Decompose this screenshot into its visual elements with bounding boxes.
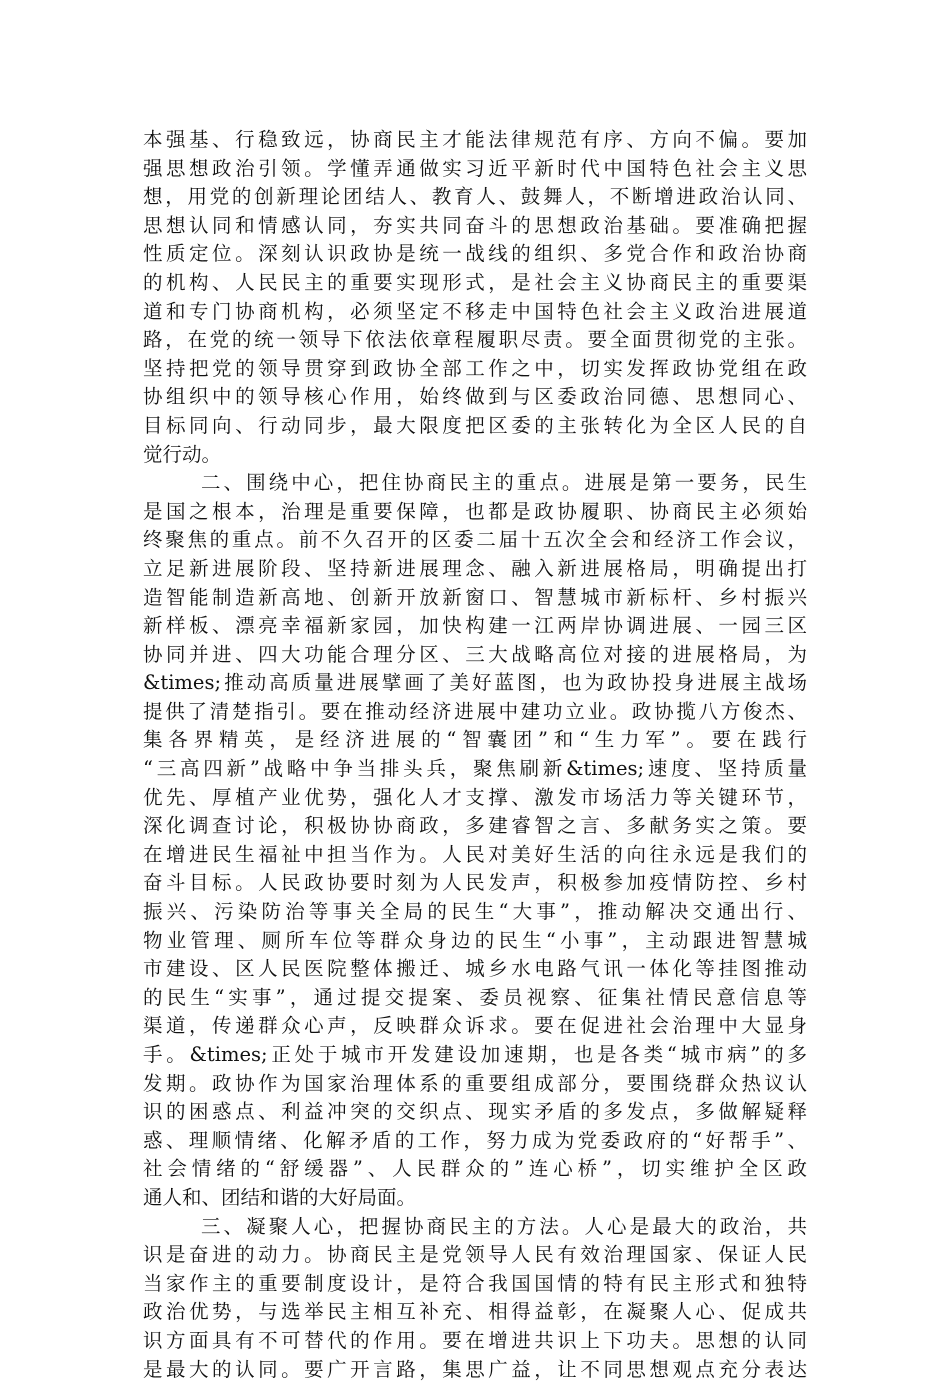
text-line: 识是奋进的动力。协商民主是党领导人民有效治理国家、保证人民 — [143, 1243, 807, 1267]
text-line: 目标同向、行动同步，最大限度把区委的主张转化为全区人民的自 — [143, 413, 807, 437]
text-line: 的机构、人民民主的重要实现形式，是社会主义协商民主的重要渠 — [143, 270, 807, 294]
text-line: 奋斗目标。人民政协要时刻为人民发声，积极参加疫情防控、乡村 — [143, 871, 807, 895]
text-line: 是最大的认同。要广开言路，集思广益，让不同思想观点充分表达 — [143, 1357, 807, 1381]
text-line: 市建设、区人民医院整体搬迁、城乡水电路气讯一体化等挂图推动 — [143, 957, 807, 981]
text-line: 识方面具有不可替代的作用。要在增进共识上下功夫。思想的认同 — [143, 1328, 807, 1352]
text-line: 思想认同和情感认同，夯实共同奋斗的思想政治基础。要准确把握 — [143, 213, 807, 237]
text-line: 政治优势，与选举民主相互补充、相得益彰，在凝聚人心、促成共 — [143, 1300, 807, 1324]
text-line: 协同并进、四大功能合理分区、三大战略高位对接的进展格局，为 — [143, 642, 807, 666]
text-line: 优先、厚植产业优势，强化人才支撑、激发市场活力等关键环节， — [143, 785, 807, 809]
paragraph-first-line: 三、凝聚人心，把握协商民主的方法。人心是最大的政治，共 — [201, 1214, 807, 1238]
text-line: 道和专门协商机构，必须坚定不移走中国特色社会主义政治进展道 — [143, 299, 807, 323]
text-line: 社会情绪的“舒缓器”、人民群众的”连心桥”，切实维护全区政 — [143, 1157, 807, 1181]
text-line: 集各界精英，是经济进展的“智囊团”和“生力军”。要在践行 — [143, 728, 807, 752]
text-line: &times;推动高质量进展擘画了美好蓝图，也为政协投身进展主战场 — [143, 671, 807, 695]
text-line: 惑、理顺情绪、化解矛盾的工作，努力成为党委政府的“好帮手”、 — [143, 1128, 807, 1152]
text-line: 觉行动。 — [143, 442, 222, 466]
document-body — [143, 126, 807, 1384]
text-line: 深化调查讨论，积极协协商政，多建睿智之言、多献务实之策。要 — [143, 814, 807, 838]
text-line: 物业管理、厕所车位等群众身边的民生“小事”，主动跟进智慧城 — [143, 928, 807, 952]
text-line: “三高四新”战略中争当排头兵，聚焦刷新&times;速度、坚持质量 — [143, 757, 807, 781]
text-line: 性质定位。深刻认识政协是统一战线的组织、多党合作和政治协商 — [143, 242, 807, 266]
text-line: 终聚焦的重点。前不久召开的区委二届十五次全会和经济工作会议， — [143, 528, 807, 552]
text-line: 协组织中的领导核心作用，始终做到与区委政治同德、思想同心、 — [143, 385, 807, 409]
text-line: 本强基、行稳致远，协商民主才能法律规范有序、方向不偏。要加 — [143, 128, 807, 151]
text-line: 手。&times;正处于城市开发建设加速期，也是各类“城市病”的多 — [143, 1043, 807, 1066]
text-line: 的民生“实事”，通过提交提案、委员视察、征集社情民意信息等 — [143, 985, 807, 1009]
paragraph-first-line: 二、围绕中心，把住协商民主的重点。进展是第一要务，民生 — [201, 471, 807, 495]
text-line: 振兴、污染防治等事关全局的民生“大事”，推动解决交通出行、 — [143, 900, 807, 924]
text-line: 想，用党的创新理论团结人、教育人、鼓舞人，不断增进政治认同、 — [143, 185, 807, 209]
text-line: 当家作主的重要制度设计，是符合我国国情的特有民主形式和独特 — [143, 1271, 807, 1295]
text-line: 新样板、漂亮幸福新家园，加快构建一江两岸协调进展、一园三区 — [143, 614, 807, 638]
text-line: 强思想政治引领。学懂弄通做实习近平新时代中国特色社会主义思 — [143, 156, 807, 180]
text-line: 路，在党的统一领导下依法依章程履职尽责。要全面贯彻党的主张。 — [143, 328, 807, 352]
text-line: 坚持把党的领导贯穿到政协全部工作之中，切实发挥政协党组在政 — [143, 356, 807, 380]
text-line: 造智能制造新高地、创新开放新窗口、智慧城市新标杆、乡村振兴 — [143, 585, 807, 609]
text-line: 是国之根本，治理是重要保障，也都是政协履职、协商民主必须始 — [143, 499, 807, 523]
text-line: 识的困惑点、利益冲突的交织点、现实矛盾的多发点，多做解疑释 — [143, 1100, 807, 1124]
text-line: 提供了清楚指引。要在推动经济进展中建功立业。政协揽八方俊杰、 — [143, 699, 807, 723]
text-line: 立足新进展阶段、坚持新进展理念、融入新进展格局，明确提出打 — [143, 556, 807, 580]
text-line: 渠道，传递群众心声，反映群众诉求。要在促进社会治理中大显身 — [143, 1014, 807, 1038]
text-line: 在增进民生福祉中担当作为。人民对美好生活的向往永远是我们的 — [143, 842, 807, 866]
text-line: 通人和、团结和谐的大好局面。 — [143, 1185, 417, 1209]
text-line: 发期。政协作为国家治理体系的重要组成部分，要围绕群众热议认 — [143, 1071, 807, 1095]
